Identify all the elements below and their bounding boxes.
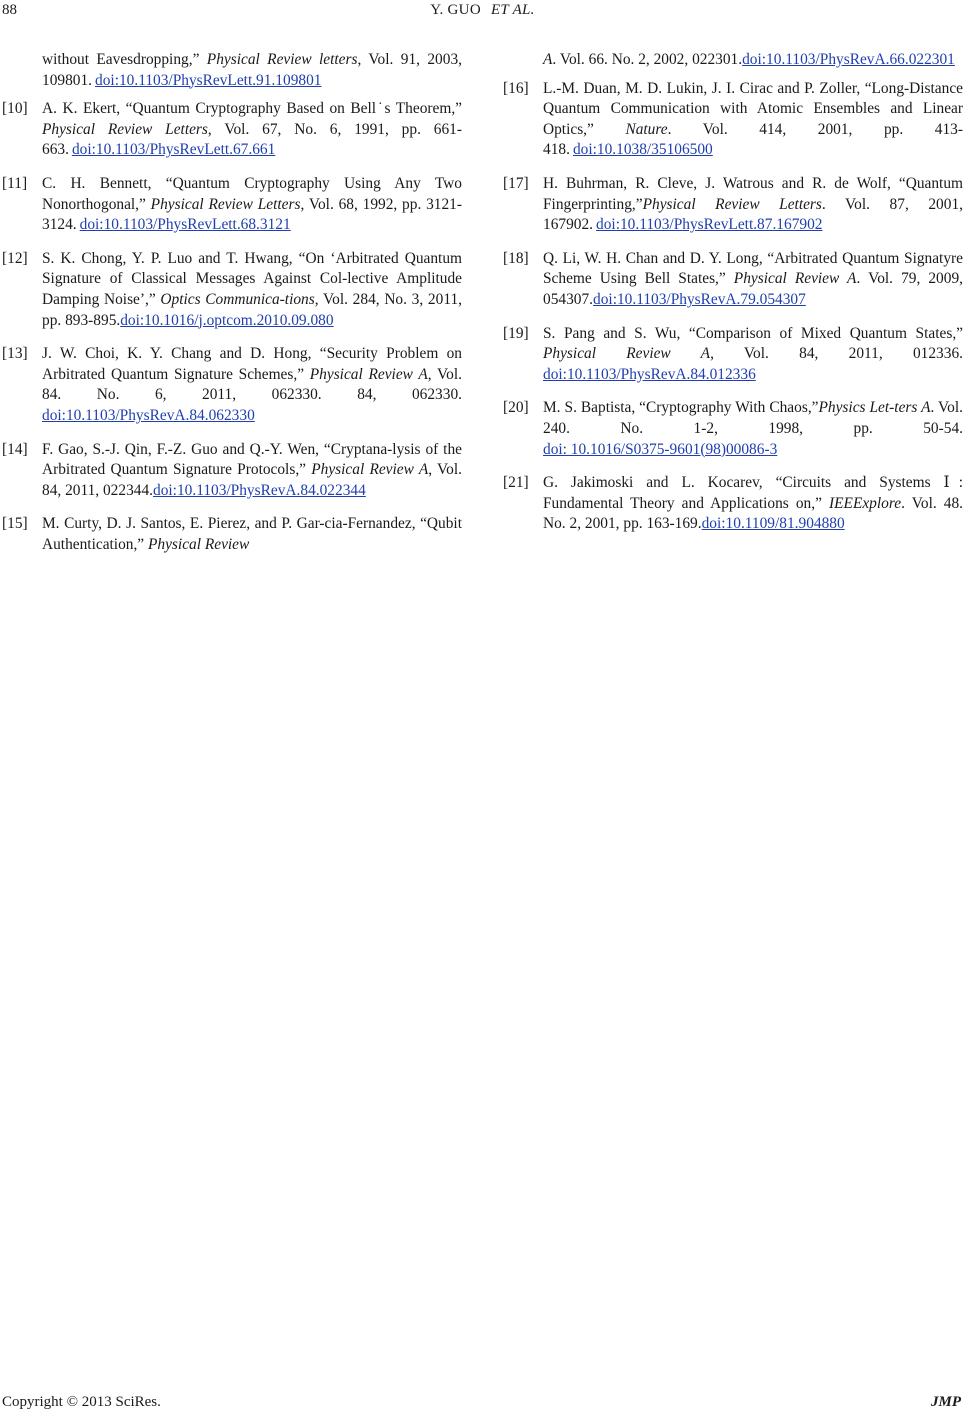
reference-text-segment: M. Curty, D. J. Santos, E. Pierez, and P. Gar-cia-Fernandez, “Qubit Authentication,” [42, 515, 462, 553]
reference-number: [19] [503, 324, 529, 342]
reference-item [503, 174, 963, 236]
reference-source-title: A [543, 51, 553, 68]
reference-text-segment: . Vol. 48. No. 2, 2001, pp. 163-169. [543, 494, 964, 533]
reference-source-title: Optics Communica-tions [160, 290, 315, 308]
reference-text [543, 50, 963, 71]
reference-source-title: Physical Review Letters [642, 195, 822, 213]
reference-text-segment: . Vol. 87, 2001, 167902. [543, 195, 963, 234]
reference-source-title: Physical Review [148, 535, 250, 553]
reference-text-segment: , Vol. 284, No. 3, 2011, pp. 893-895. [42, 290, 462, 329]
reference-source-title: Physics Let-ters A [818, 399, 931, 417]
reference-source-title: Nature [625, 120, 668, 138]
reference-item [2, 344, 462, 426]
reference-text-segment: , Vol. 84, 2011, 012336. [710, 345, 963, 363]
reference-text [42, 514, 462, 555]
reference-text-segment: G. Jakimoski and L. Kocarev, “Circuits and Systems Ⅰ: Fundamental Theory and Applications on,” [543, 474, 963, 512]
reference-text [543, 249, 963, 311]
reference-text-segment: without Eavesdropping,” [42, 51, 207, 68]
reference-text-segment: F. Gao, S.-J. Qin, F.-Z. Guo and Q.-Y. Wen, “Cryptana-lysis of the Arbitrated Quantum Signature Protocols,” [42, 440, 462, 479]
reference-text [543, 79, 963, 161]
doi-link[interactable]: doi:10.1103/PhysRevLett.68.3121 [79, 216, 291, 234]
reference-text-segment: , Vol. 67, No. 6, 1991, pp. 661-663. [42, 120, 462, 159]
reference-number: [11] [2, 174, 28, 192]
reference-text-segment: . Vol. 66. No. 2, 2002, 022301. [552, 51, 743, 68]
reference-text-segment: . Vol. 79, 2009, 054307. [543, 270, 963, 308]
running-head-author: Y. GUO [430, 2, 481, 18]
reference-source-title: IEEExplore [829, 494, 902, 512]
reference-number: [13] [2, 345, 28, 363]
reference-text-segment: , Vol. 84, 2011, 022344. [42, 461, 462, 499]
reference-text-segment: , Vol. 84. No. 6, 2011, 062330. 84, 062330. [42, 365, 462, 404]
reference-item [503, 79, 963, 161]
reference-number: [20] [503, 399, 529, 417]
reference-number: [18] [503, 249, 529, 267]
reference-item [2, 440, 462, 502]
reference-number: [12] [2, 249, 28, 267]
reference-text [42, 99, 462, 161]
reference-number: [21] [503, 474, 529, 492]
doi-link[interactable]: doi:10.1103/PhysRevA.66.022301 [742, 51, 955, 68]
reference-text-segment: Q. Li, W. H. Chan and D. Y. Long, “Arbitrated Quantum Signatyre Scheme Using Bell States,” [543, 249, 963, 288]
reference-source-title: Physical Review letters [206, 51, 358, 68]
reference-number: [16] [503, 79, 529, 97]
doi-link[interactable]: doi:10.1103/PhysRevA.84.012336 [543, 365, 756, 383]
reference-source-title: Physical Review A [733, 270, 857, 288]
reference-text-segment: L.-M. Duan, M. D. Lukin, J. I. Cirac and P. Zoller, “Long-Distance Quantum Communication with Atomic Ensembles and Linear Optics,” [543, 79, 963, 138]
reference-item [2, 514, 462, 555]
doi-link[interactable]: doi:10.1103/PhysRevA.84.062330 [42, 406, 255, 424]
references-left-column [2, 50, 462, 568]
reference-text-segment: A. K. Ekert, “Quantum Cryptography Based on Bell˙s Theorem,” [42, 100, 462, 118]
reference-item [2, 249, 462, 331]
doi-link[interactable]: doi:10.1016/j.optcom.2010.09.080 [120, 311, 334, 329]
reference-text [543, 473, 963, 535]
reference-source-title: Physical Review A [309, 365, 428, 383]
reference-item [2, 50, 462, 91]
reference-item [503, 50, 963, 71]
doi-link[interactable]: doi:10.1103/PhysRevA.84.022344 [153, 481, 366, 499]
reference-source-title: Physical Review A [543, 345, 711, 363]
reference-number: [17] [503, 174, 529, 192]
doi-link[interactable]: doi:10.1103/PhysRevLett.87.167902 [596, 216, 823, 234]
doi-link[interactable]: doi:10.1103/PhysRevA.79.054307 [593, 290, 806, 308]
doi-link[interactable]: doi:10.1109/81.904880 [701, 515, 845, 533]
reference-text [42, 440, 462, 502]
footer-journal: JMP [931, 1394, 961, 1410]
reference-text [543, 398, 963, 460]
doi-link[interactable]: doi:10.1038/35106500 [572, 141, 713, 159]
reference-item [503, 249, 963, 311]
reference-text-segment: . Vol. 240. No. 1-2, 1998, pp. 50-54. [543, 399, 963, 437]
reference-text [543, 174, 963, 236]
reference-text-segment: . Vol. 414, 2001, pp. 413-418. [543, 120, 963, 159]
running-head [0, 2, 965, 19]
reference-text-segment: J. W. Choi, K. Y. Chang and D. Hong, “Security Problem on Arbitrated Quantum Signature Schemes,” [42, 345, 462, 383]
footer-copyright: Copyright © 2013 SciRes. [2, 1394, 161, 1410]
page-number: 88 [2, 2, 17, 18]
references-right-column [503, 50, 963, 548]
reference-text-segment: S. Pang and S. Wu, “Comparison of Mixed Quantum States,” [543, 324, 963, 342]
doi-link[interactable]: doi: 10.1016/S0375-9601(98)00086-3 [543, 440, 778, 458]
reference-text [42, 50, 462, 91]
reference-text-segment: C. H. Bennett, “Quantum Cryptography Using Any Two Nonorthogonal,” [42, 174, 462, 213]
reference-text-segment: M. S. Baptista, “Cryptography With Chaos,” [543, 399, 819, 417]
reference-source-title: Physical Review Letters [42, 120, 208, 138]
reference-text-segment: , Vol. 91, 2003, 109801. [42, 51, 462, 89]
doi-link[interactable]: doi:10.1103/PhysRevLett.91.109801 [95, 71, 322, 89]
reference-number: [14] [2, 440, 28, 458]
reference-number: [15] [2, 515, 28, 533]
reference-text-segment: H. Buhrman, R. Cleve, J. Watrous and R. de Wolf, “Quantum Fingerprinting,” [543, 174, 963, 213]
reference-text-segment: , Vol. 68, 1992, pp. 3121-3124. [42, 195, 462, 234]
reference-item [503, 324, 963, 386]
reference-text [543, 324, 963, 386]
reference-item [503, 398, 963, 460]
reference-text-segment: S. K. Chong, Y. P. Luo and T. Hwang, “On ‘Arbitrated Quantum Signature of Classical Messages Against Col-lective Amplitude Damping Noise’,” [42, 249, 462, 308]
reference-item [503, 473, 963, 535]
doi-link[interactable]: doi:10.1103/PhysRevLett.67.661 [71, 141, 276, 159]
reference-number: [10] [2, 100, 28, 118]
running-head-et-al: ET AL. [490, 2, 535, 18]
reference-item [2, 174, 462, 236]
reference-text [42, 174, 462, 236]
reference-item [2, 99, 462, 161]
reference-text [42, 344, 462, 426]
reference-source-title: Physical Review A [311, 461, 429, 479]
reference-source-title: Physical Review Letters [150, 195, 301, 213]
reference-text [42, 249, 462, 331]
